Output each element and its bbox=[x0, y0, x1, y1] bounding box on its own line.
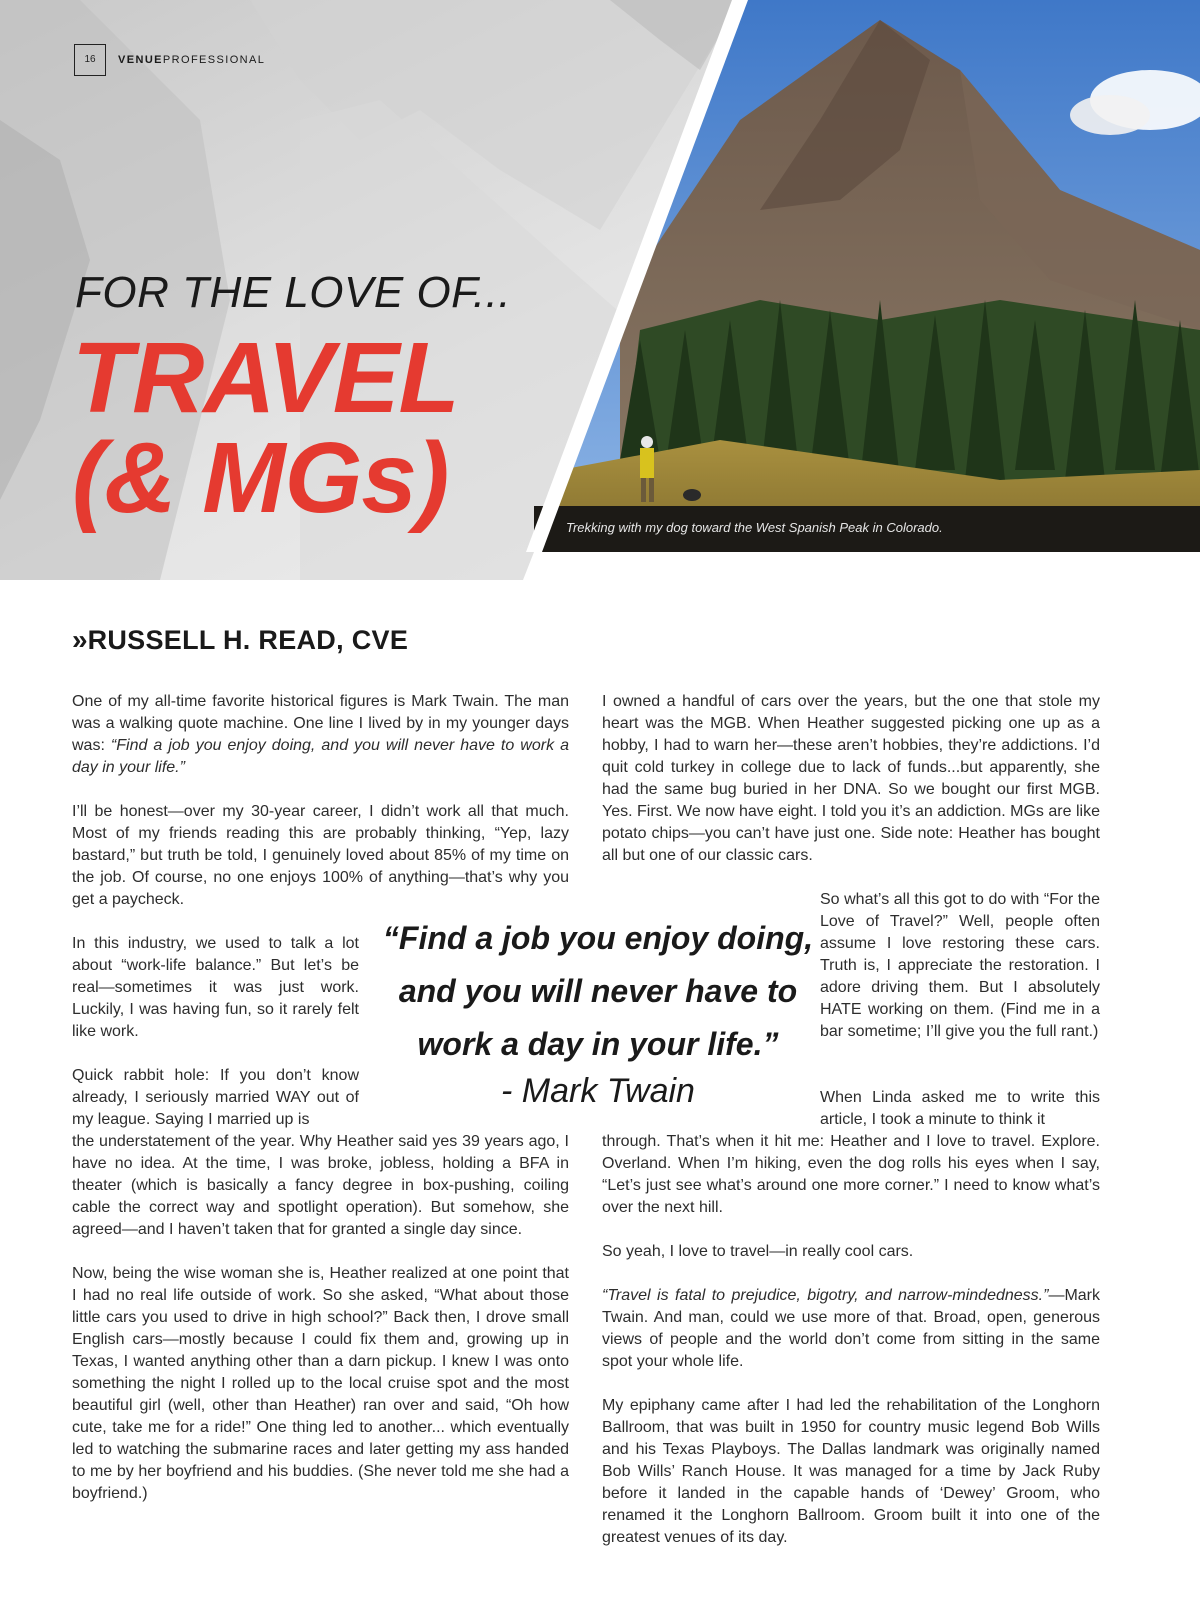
headline-line-2: (& MGs) bbox=[72, 422, 449, 534]
right-paragraph-4: through. That’s when it hit me: Heather and I love to travel. Explore. Overland. When I’m hiking, even the dog rolls his eyes when I say, “Let’s just see what’s around one more corner.” I need to know what’s over the next hill. bbox=[602, 1133, 1100, 1216]
headline-line-1: TRAVEL bbox=[72, 322, 459, 434]
pull-quote-author: - Mark Twain bbox=[501, 1072, 695, 1110]
pull-quote-line-3: work a day in your life.” bbox=[417, 1026, 779, 1062]
right-paragraph-6-quote: “Travel is fatal to prejudice, bigotry, and narrow-mindedness.” bbox=[602, 1287, 1049, 1304]
right-paragraph-1: I owned a handful of cars over the years, but the one that stole my heart was the MGB. When Heather suggested picking one up as a hobby, I had to warn her—these aren’t hobbies, they’re addictions. I’d quit cold turkey in college due to lack of funds...but apparently, she had the same bug buried in her DNA. So we bought our first MGB. Yes. First. We now have eight. I told you it’s an addiction. MGs are like potato chips—you can’t have just one. Side note: Heather has bought all but one of our classic cars. bbox=[602, 693, 1100, 864]
left-paragraph-1 bbox=[72, 691, 569, 779]
right-paragraph-3: When Linda asked me to write this article, I took a minute to think it bbox=[820, 1089, 1100, 1128]
headline-kicker: FOR THE LOVE OF... bbox=[75, 268, 512, 317]
chevron-icon: » bbox=[72, 624, 84, 655]
right-paragraph-6 bbox=[602, 1285, 1100, 1373]
left-paragraph-6: Now, being the wise woman she is, Heather realized at one point that I had no real life outside of work. So she asked, “What about those little cars you used to drive in high school?” Back then, I drove small English cars—mostly because I could fix them and, growing up in Texas, I wanted anything other than a darn pickup. I knew I was onto something the night I rolled up to the local cruise spot and the most beautiful girl (well, other than Heather) ran over and said, “Oh how cute, take me for a ride!” One thing led to another... which eventually led to watching the submarine races and later getting my ass handed to me by her boyfriend and his buddies. (She never told me she had a boyfriend.) bbox=[72, 1265, 569, 1502]
right-paragraph-5: So yeah, I love to travel—in really cool cars. bbox=[602, 1243, 914, 1260]
magazine-name bbox=[118, 54, 265, 66]
left-paragraph-2: I’ll be honest—over my 30-year career, I didn’t work all that much. Most of my friends reading this are probably thinking, “Yep, lazy bastard,” but truth be told, I genuinely loved about 85% of my time on the job. Of course, no one enjoys 100% of anything—that’s why you get a paycheck. bbox=[72, 803, 569, 908]
pull-quote-line-1: “Find a job you enjoy doing, bbox=[382, 920, 814, 956]
page-number: 16 bbox=[74, 44, 106, 76]
magazine-name-rest: PROFESSIONAL bbox=[162, 54, 266, 66]
right-paragraph-2: So what’s all this got to do with “For the Love of Travel?” Well, people often assume I love restoring these cars. Truth is, I appreciate the restoration. I adore driving them. But I absolutely HATE working on them. (Find me in a bar sometime; I’ll give you the full rant.) bbox=[820, 891, 1100, 1040]
right-paragraph-7: My epiphany came after I had led the rehabilitation of the Longhorn Ballroom, that was built in 1950 for country music legend Bob Wills and his Texas Playboys. The Dallas landmark was originally named Bob Wills’ Ranch House. It was managed for a time by Jack Ruby before it landed in the capable hands of ‘Dewey’ Groom, who renamed it the Longhorn Ballroom. Groom built it into one of the greatest venues of its day. bbox=[602, 1397, 1100, 1546]
pull-quote bbox=[368, 912, 828, 1071]
left-paragraph-1-text: One of my all-time favorite historical figures is Mark Twain. The man was a walking quote machine. One line I lived by in my younger days was: bbox=[72, 693, 569, 754]
byline bbox=[72, 624, 408, 656]
left-paragraph-4: Quick rabbit hole: If you don’t know already, I seriously married WAY out of my league. Saying I married up is bbox=[72, 1067, 359, 1128]
left-paragraph-1-quote: “Find a job you enjoy doing, and you will never have to work a day in your life.” bbox=[72, 737, 569, 776]
magazine-name-bold: VENUE bbox=[118, 54, 163, 66]
left-paragraph-5: the understatement of the year. Why Heather said yes 39 years ago, I have no idea. At the time, I was broke, jobless, holding a BFA in theater (which is basically a fancy degree in box-pushing, coiling cable the correct way and spotlight operation). But somehow, she agreed—and I haven’t taken that for granted a single day since. bbox=[72, 1133, 569, 1238]
photo-caption: Trekking with my dog toward the West Spanish Peak in Colorado. bbox=[566, 520, 943, 535]
right-paragraph-6-text: —Mark Twain. And man, could we use more of that. Broad, open, generous views of people and the world don’t come from sitting in the same spot your whole life. bbox=[602, 1287, 1100, 1370]
headline bbox=[72, 322, 459, 534]
pull-quote-line-2: and you will never have to bbox=[398, 973, 798, 1009]
byline-author: RUSSELL H. READ, CVE bbox=[87, 625, 409, 655]
left-paragraph-3: In this industry, we used to talk a lot about “work-life balance.” But let’s be real—sometimes it was just work. Luckily, I was having fun, so it rarely felt like work. bbox=[72, 935, 359, 1040]
